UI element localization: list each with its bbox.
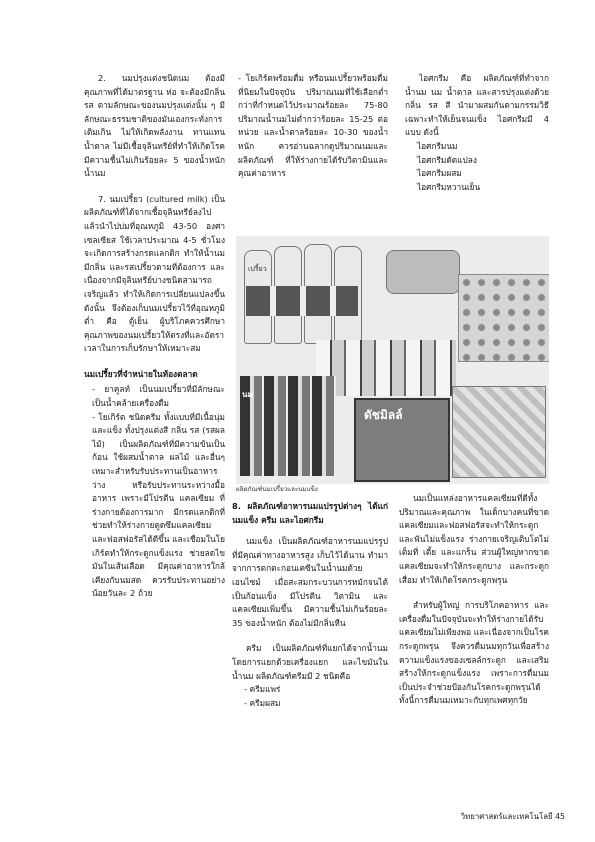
- icecream-type-item: ไอศกรีมผสม: [417, 168, 462, 179]
- paragraph-milk-calcium: นมเป็นแหล่งอาหารแคลเซียมที่ดีทั้งปริมาณและคุณภาพ ในเด็กบางคนที่ขาดแคลเซียมและฟอสฟอรัสจะทำให้กระดูกและฟันไม่แข็งแรง ร่างกายเจริญเติบโตไม่เต็มที่ เตี้ย และแกร็น ส่วนผู้ใหญ่หากขาดแคลเซียมจะทำให้กระดูกบาง และกระดูกเสื่อม ทำให้เกิดโรคกระดูกพรุน: [399, 493, 549, 585]
- page-footer: วิทยาศาสตร์และเทคโนโลยี 45: [460, 812, 565, 821]
- bottle-label-text: เปรี้ยว: [248, 265, 267, 273]
- icecream-type-list: [405, 140, 549, 194]
- section-heading-dairy-products: 8. ผลิตภัณฑ์อาหารนมแปรรูปต่างๆ ได้แก่ นมแข็ง ครีม และไอศกรีม: [232, 501, 388, 525]
- cream-type-list: [232, 683, 388, 710]
- cream-type-item: - ครีมผสม: [244, 697, 281, 708]
- column-middle-bottom: [232, 500, 388, 710]
- icecream-type-item: ไอศกรีมหวานเย็น: [417, 181, 481, 192]
- drink-box-stack: [240, 376, 336, 476]
- cheese-wedge-image: [452, 386, 546, 478]
- roll-cake-image: [386, 250, 460, 294]
- yogurt-cup-row: [316, 340, 456, 396]
- cookie-tray-image: [458, 274, 549, 362]
- product-photo: [236, 236, 549, 484]
- cheese-package-label: ดัชมิลล์: [364, 408, 403, 422]
- cream-type-item: - ครีมแพร่: [244, 684, 281, 695]
- bullet-drinking-yogurt: - โยเกิร์ตพร้อมดื่ม หรือนมเปรี้ยวพร้อมดื่มที่นิยมในปัจจุบัน ปริมาณนมที่ใช้เลือกต่ำกว่าที่กำหนดไว้ประมาณร้อยละ 75-80 ปริมาณน้ำนมไม่ต่ำกว่าร้อยละ 15-25 ต่อหน่วย และน้ำตาลร้อยละ 10-30 ของน้ำหนัก ควรอ่านฉลากดูปริมาณนมและผลิตภัณฑ์ ที่ให้ร่างกายได้รับวิตามินและคุณค่าอาหาร: [238, 73, 388, 179]
- icecream-type-item: ไอศกรีมนม: [417, 140, 458, 151]
- bullet-yakult: - ยาคูลท์ เป็นนมเปรี้ยวที่มีลักษณะเป็นน้ำคล้ายเครื่องดื่ม: [92, 384, 225, 409]
- paragraph-item-7: 7. นมเปรี้ยว (cultured milk) เป็นผลิตภัณฑ์ที่ได้จากเชื้อจุลินทรีย์ลงไป แล้วนำไปบ่มที่อุณหภูมิ 43-50 องศาเซลเซียส ใช้เวลาประมาณ 4-5 ชั่วโมง จะเกิดการสร้างกรดแลกติก ทำให้น้ำนมมีกลิ่น และรสเปรี้ยวตามที่ต้องการ และเนื่องจากมีจุลินทรีย์บางชนิดสามารถเจริญแล้ว ทำให้เกิดการเปลี่ยนแปลงขึ้น ดังนั้น จึงต้องเก็บนมเปรี้ยวไว้ที่อุณหภูมิต่ำ คือ ตู้เย็น ผู้บริโภคควรศึกษาคุณภาพของนมเปรี้ยวให้ตรงที่และอัตราเวลาในการเก็บรักษาให้เหมาะสม: [84, 193, 225, 354]
- bullet-yogurt-cream: - โยเกิร์ต ชนิดครีม ทั้งแบบที่มีเนื้อนุ่มและแข็ง ทั้งปรุงแต่งสี กลิ่น รส (รสผลไม้) เป็นผลิตภัณฑ์ที่มีความข้นเป็นก้อน ใช้ผสมน้ำตาล ผลไม้ และอื่นๆ เหมาะสำหรับรับประทานเป็นอาหารว่าง หรือรับประทานระหว่างมื้ออาหาร เพราะมีโปรตีน แคลเซียม ที่ร่างกายต้องการมาก มีกรดแลกติกที่ช่วยทำให้ร่างกายดูดซึมแคลเซียมและฟอสฟอรัสได้ดีขึ้น และเชื่อมในโยเกิร์ตทำให้กระดูกแข็งแรง ช่วยลดไขมันในเส้นเลือด มีคุณค่าอาหารใกล้เคียงกับนมสด ควรรับประทานอย่างน้อยวันละ 2 ถ้วย: [92, 411, 225, 599]
- paragraph-icecream: ไอศกรีม คือ ผลิตภัณฑ์ที่ทำจากน้ำนม นม น้ำตาล และสารปรุงแต่งด้วย กลิ่น รส สี นำมาผสมกันตามกรรมวิธีเฉพาะทำให้เย็นจนแข็ง ไอศกรีมมี 4 แบบ ดังนี้: [405, 73, 549, 138]
- bottle-label: [246, 286, 358, 316]
- column-right-top: [405, 72, 549, 194]
- paragraph-cheese: นมแข็ง เป็นผลิตภัณฑ์อาหารนมแปรรูปที่มีคุณค่าทางอาหารสูง เก็บไว้ได้นาน ทำมาจากการตกตะกอนเคซีนในน้ำนมด้วยเอนไซม์ เมื่อสะสมกระบวนการหมักจนได้เป็นก้อนแข็ง มีโปรตีน วิตามิน และแคลเซียมเพิ่มขึ้น มีความชื้นไม่เกินร้อยละ 35 ของน้ำหนัก ต้องไม่มีกลิ่นหืน: [232, 536, 388, 628]
- paragraph-item-2: 2. นมปรุงแต่งชนิดนม ต้องมีคุณภาพที่ได้มาตรฐาน ห่อ จะต้องมีกลิ่น รส ตามลักษณะของนมปรุงแต่งนั้น ๆ มีลักษณะธรรมชาติของมันเองกระทั่งการเติมเกิน ไม่ให้เกิดพลังงาน ทานแทนน้ำตาล ไม่มีเชื้อจุลินทรีย์ที่ทำให้เกิดโรค มีความชื้นไม่เกินร้อยละ 5 ของน้ำหนักน้ำนม: [84, 73, 225, 179]
- section-heading-yogurt-market: นมเปรี้ยวที่จำหน่ายในท้องตลาด: [84, 368, 198, 379]
- drink-box-label: นม: [242, 390, 253, 399]
- paragraph-cream: ครีม เป็นผลิตภัณฑ์ที่แยกได้จากน้ำนมโดยการแยกด้วยเครื่องแยก และไขมันในน้ำนม ผลิตภัณฑ์ครีมมี 2 ชนิดคือ: [232, 643, 388, 681]
- paragraph-adult-calcium: สำหรับผู้ใหญ่ การบริโภคอาหาร และเครื่องดื่มในปัจจุบันจะทำให้ร่างกายได้รับแคลเซียมไม่เพียงพอ และเนื่องจากเป็นโรคกระดูกพรุน จึงควรดื่มนมทุกวันเพื่อสร้างความแข็งแรงของเซลล์กระดูก และเสริมสร้างให้กระดูกแข็งแรง เพราะการดื่มนมเป็นประจำช่วยป้องกันโรคกระดูกพรุนได้ ทั้งนี้การดื่มนมเหมาะกับทุกเพศทุกวัย: [399, 600, 549, 706]
- column-left: [84, 72, 225, 613]
- photo-caption: ผลิตภัณฑ์นมเปรี้ยวและนมแข็ง: [236, 486, 318, 493]
- column-middle-top: [238, 72, 388, 193]
- column-right-bottom: [399, 492, 549, 720]
- icecream-type-item: ไอศกรีมดัดแปลง: [417, 154, 477, 165]
